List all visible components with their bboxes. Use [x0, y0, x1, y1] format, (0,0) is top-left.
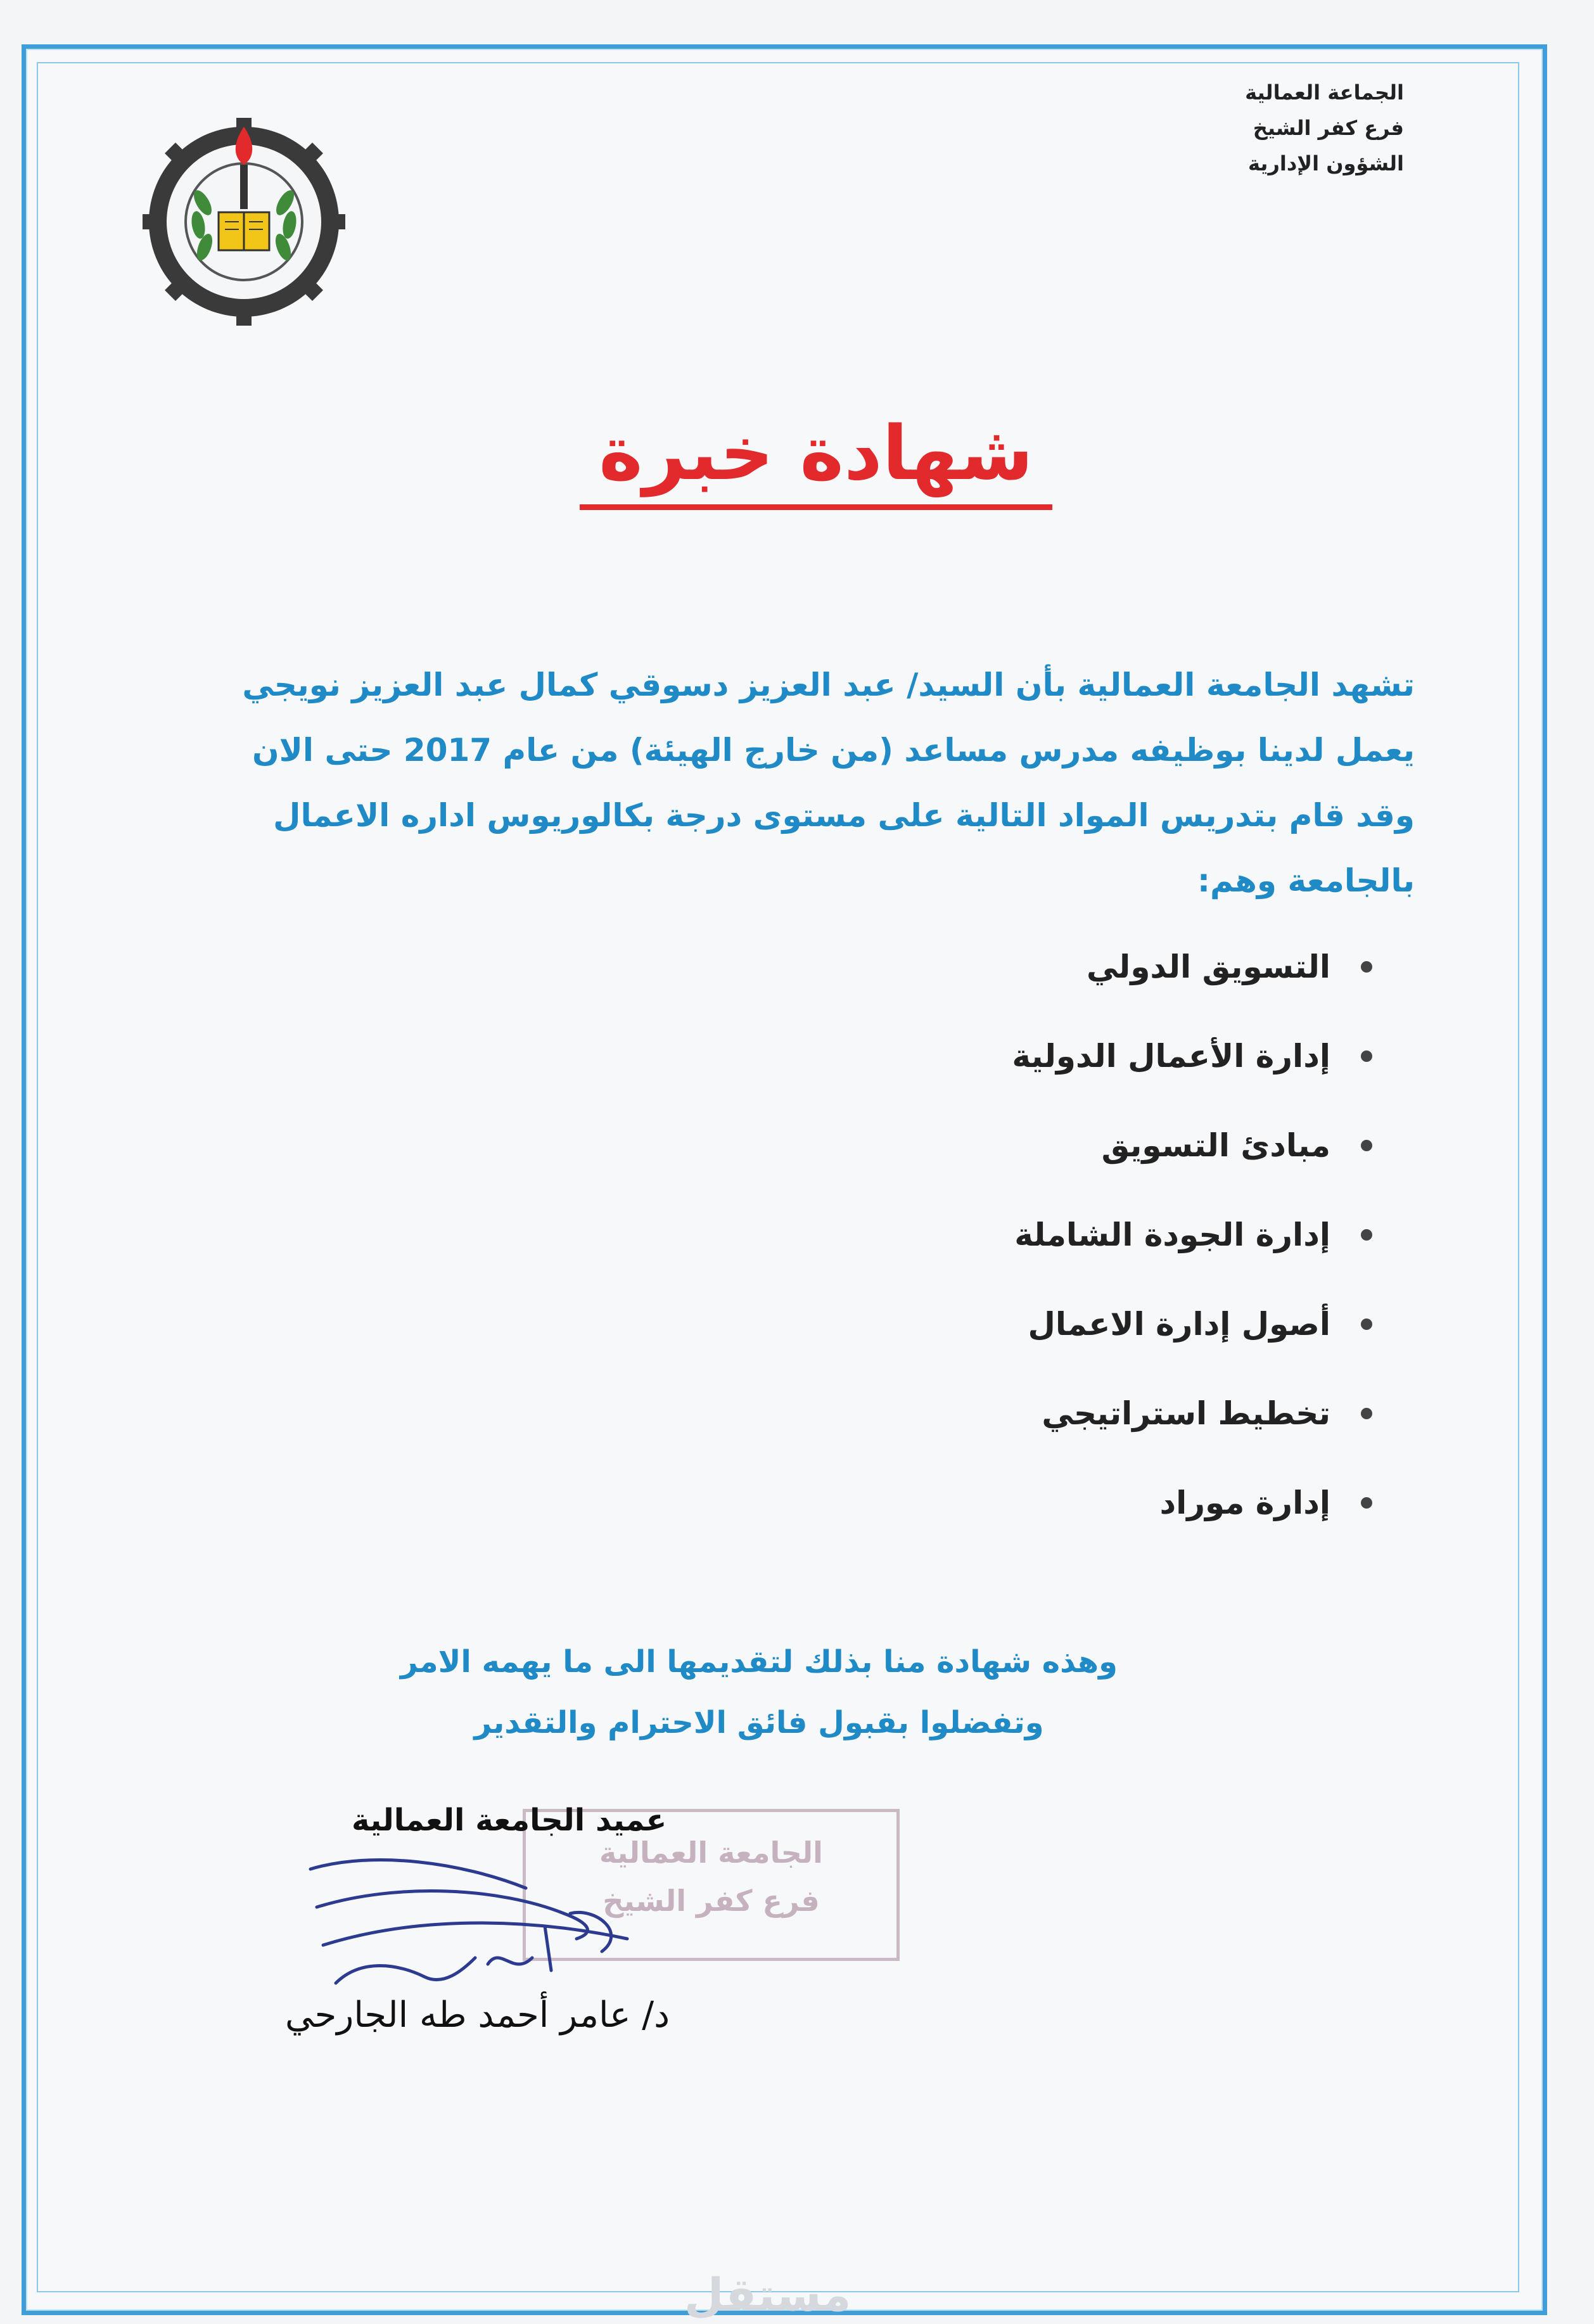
signer-name: د/ عامر أحمد طه الجارحي [285, 1995, 670, 2036]
stamp-line-1: الجامعة العمالية [599, 1836, 823, 1870]
org-line-branch: فرع كفر الشيخ [1253, 116, 1404, 140]
bullet-icon [1361, 1497, 1372, 1509]
title-container [0, 405, 1594, 510]
list-item: أصول إدارة الاعمال [612, 1279, 1372, 1369]
closing-line-1: وهذه شهادة منا بذلك لتقديمها الى ما يهمه الامر [400, 1644, 1118, 1680]
dean-title: عميد الجامعة العمالية [352, 1803, 667, 1838]
list-item: تخطيط استراتيجي [612, 1369, 1372, 1458]
university-logo [143, 101, 345, 329]
watermark: مستقل [684, 2268, 851, 2321]
book-icon [219, 212, 269, 250]
list-item: إدارة الأعمال الدولية [612, 1011, 1372, 1101]
bullet-icon [1361, 1140, 1372, 1151]
bullet-icon [1361, 1318, 1372, 1330]
subjects-list [612, 922, 1372, 1547]
body-line-1: تشهد الجامعة العمالية بأن السيد/ عبد العزيز دسوقي كمال عبد العزيز نويجي [242, 667, 1415, 703]
list-item: إدارة موراد [612, 1458, 1372, 1547]
body-line-4: بالجامعة وهم: [1197, 862, 1415, 899]
closing-line-2: وتفضلوا بقبول فائق الاحترام والتقدير [474, 1705, 1044, 1740]
bullet-icon [1361, 1050, 1372, 1062]
list-item: إدارة الجودة الشاملة [612, 1190, 1372, 1279]
body-line-2: يعمل لدينا بوظيفه مدرس مساعد (من خارج الهيئة) من عام 2017 حتى الان [252, 732, 1415, 769]
bullet-icon [1361, 1229, 1372, 1241]
bullet-icon [1361, 961, 1372, 973]
list-item: مبادئ التسويق [612, 1101, 1372, 1190]
org-header [1087, 75, 1404, 181]
org-line-university: الجماعة العمالية [1245, 80, 1404, 105]
body-line-3: وقد قام بتدريس المواد التالية على مستوى درجة بكالوريوس اداره الاعمال [273, 797, 1415, 834]
list-item: التسويق الدولي [612, 922, 1372, 1011]
handwritten-signature [298, 1837, 741, 2002]
certificate-body [171, 653, 1415, 914]
bullet-icon [1361, 1408, 1372, 1419]
certificate-title: شهادة خبرة [580, 405, 1052, 510]
org-line-department: الشؤون الإدارية [1248, 151, 1404, 176]
stamp-line-2: فرع كفر الشيخ [603, 1884, 820, 1918]
closing-text [0, 1631, 1594, 1753]
